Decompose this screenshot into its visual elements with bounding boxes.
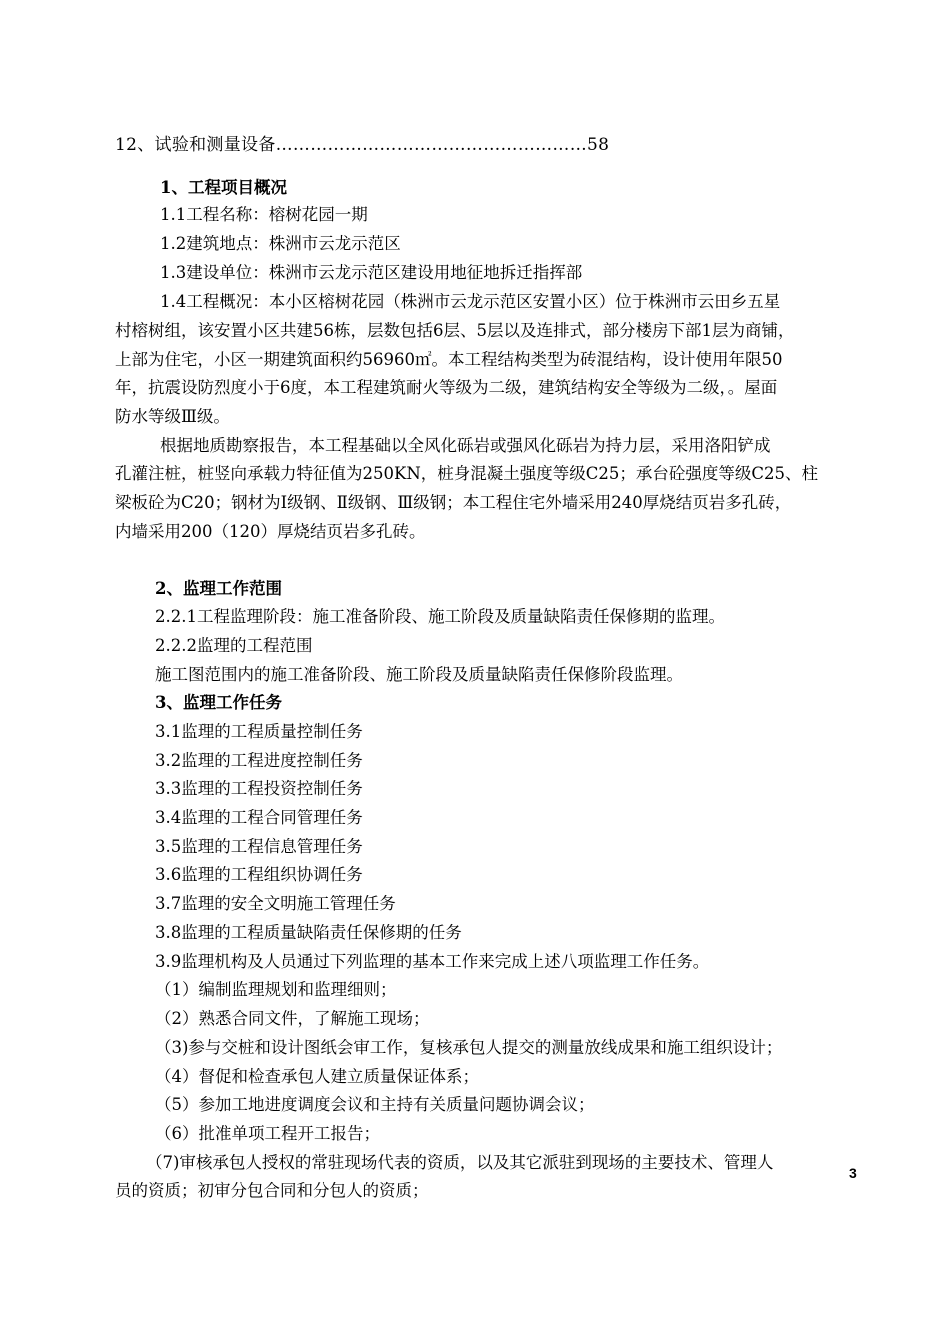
subtask-item: （1）编制监理规划和监理细则； xyxy=(155,980,397,999)
task-item: 3.6监理的工程组织协调任务 xyxy=(155,865,363,884)
geology-line: 根据地质勘察报告，本工程基础以全风化砾岩或强风化砾岩为持力层，采用洛阳铲成 xyxy=(160,436,771,455)
overview-line: 1.4工程概况：本小区榕树花园（株洲市云龙示范区安置小区）位于株洲市云田乡五星 xyxy=(160,292,781,311)
scope-range-text: 施工图范围内的施工准备阶段、施工阶段及质量缺陷责任保修阶段监理。 xyxy=(155,665,683,684)
project-name: 1.1工程名称：榕树花园一期 xyxy=(160,205,368,224)
task-item: 3.5监理的工程信息管理任务 xyxy=(155,837,363,856)
construction-unit: 1.3建设单位：株洲市云龙示范区建设用地征地拆迁指挥部 xyxy=(160,263,583,282)
overview-line: 村榕树组，该安置小区共建56栋，层数包括6层、5层以及连排式，部分楼房下部1层为商铺， xyxy=(115,321,795,340)
page-number: 3 xyxy=(849,1165,857,1181)
task-item: 3.7监理的安全文明施工管理任务 xyxy=(155,894,396,913)
scope-stage: 2.2.1工程监理阶段：施工准备阶段、施工阶段及质量缺陷责任保修期的监理。 xyxy=(155,607,725,626)
toc-entry: 12、试验和测量设备………………………………………………58 xyxy=(115,135,610,155)
task-item: 3.9监理机构及人员通过下列监理的基本工作来完成上述八项监理工作任务。 xyxy=(155,952,710,971)
geology-line: 孔灌注桩，桩竖向承载力特征值为250KN，桩身混凝土强度等级C25；承台砼强度等级C25、柱 xyxy=(115,464,818,483)
overview-line: 防水等级Ⅲ级。 xyxy=(115,407,230,426)
subtask-7-line: 员的资质；初审分包合同和分包人的资质； xyxy=(115,1181,429,1200)
task-item: 3.3监理的工程投资控制任务 xyxy=(155,779,363,798)
task-item: 3.2监理的工程进度控制任务 xyxy=(155,751,363,770)
task-item: 3.4监理的工程合同管理任务 xyxy=(155,808,363,827)
subtask-item: （6）批准单项工程开工报告； xyxy=(155,1124,380,1143)
task-item: 3.8监理的工程质量缺陷责任保修期的任务 xyxy=(155,923,462,942)
section-1-heading: 1、工程项目概况 xyxy=(160,178,287,197)
section-3-heading: 3、监理工作任务 xyxy=(155,693,282,712)
subtask-item: （3)参与交桩和设计图纸会审工作，复核承包人提交的测量放线成果和施工组织设计； xyxy=(155,1038,783,1057)
task-item: 3.1监理的工程质量控制任务 xyxy=(155,722,363,741)
geology-line: 梁板砼为C20；钢材为Ⅰ级钢、Ⅱ级钢、Ⅲ级钢；本工程住宅外墙采用240厚烧结页岩多孔砖， xyxy=(115,493,792,512)
subtask-item: （4）督促和检查承包人建立质量保证体系； xyxy=(155,1067,479,1086)
overview-line: 年，抗震设防烈度小于6度，本工程建筑耐火等级为二级，建筑结构安全等级为二级，。屋面 xyxy=(115,378,778,397)
overview-line: 上部为住宅，小区一期建筑面积约56960㎡。本工程结构类型为砖混结构，设计使用年限50 xyxy=(115,350,783,369)
project-location: 1.2建筑地点：株洲市云龙示范区 xyxy=(160,234,401,253)
subtask-7-line: （7)审核承包人授权的常驻现场代表的资质，以及其它派驻到现场的主要技术、管理人 xyxy=(146,1153,774,1172)
subtask-item: （5）参加工地进度调度会议和主持有关质量问题协调会议； xyxy=(155,1095,595,1114)
subtask-item: （2）熟悉合同文件，了解施工现场； xyxy=(155,1009,430,1028)
scope-range-title: 2.2.2监理的工程范围 xyxy=(155,636,313,655)
geology-line: 内墙采用200（120）厚烧结页岩多孔砖。 xyxy=(115,522,426,541)
section-2-heading: 2、监理工作范围 xyxy=(155,579,282,598)
